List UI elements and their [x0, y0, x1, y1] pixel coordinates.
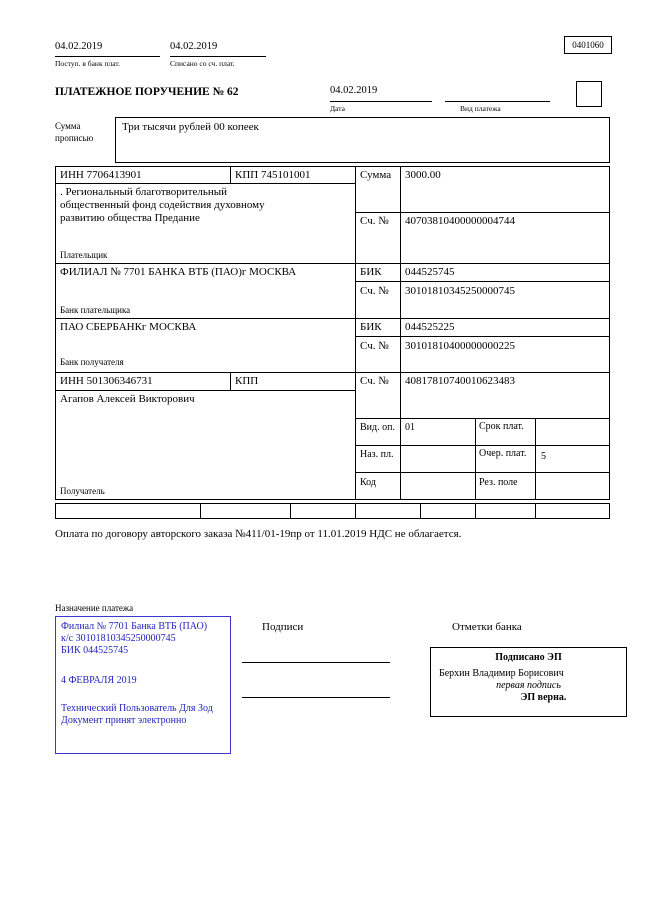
grid-line-h-payer [55, 263, 610, 264]
stamp-line-accepted: Документ принят электронно [61, 715, 187, 726]
signature-line-2 [242, 683, 390, 698]
date-debited-caption: Списано со сч. плат. [170, 59, 235, 68]
bank-stamp-box [55, 616, 231, 754]
payee-account-value: 40817810740010623483 [405, 375, 515, 387]
stamp-line-bik: БИК 044525745 [61, 645, 129, 656]
payee-bank-account-value: 30101810400000000225 [405, 340, 515, 352]
grid-line-h-bik2 [355, 336, 610, 337]
payment-type-box [576, 81, 602, 107]
payment-type-line [445, 85, 550, 102]
payer-bank-bik-label: БИК [360, 266, 382, 278]
grid-line-v-payee-kpp [230, 372, 231, 390]
grid-line-v-payer-kpp [230, 166, 231, 183]
esign-title: Подписано ЭП [495, 652, 562, 663]
naz-pl-label: Наз. пл. [360, 449, 394, 460]
grid-line-v-label-col [355, 166, 356, 500]
payee-bank-bik-value: 044525225 [405, 321, 455, 333]
payee-account-label: Сч. № [360, 375, 389, 387]
strip-divider-2 [290, 503, 291, 519]
grid-line-h-sum [355, 212, 610, 213]
grid-line-h-payeebank [55, 372, 610, 373]
payer-bank-caption: Банк плательщика [60, 305, 131, 315]
payee-inn-cell: ИНН 501306346731 [60, 375, 153, 387]
payer-inn-cell: ИНН 7706413901 [60, 169, 142, 181]
signature-line-1 [242, 648, 390, 663]
grid-line-v-value-col [400, 166, 401, 500]
esign-box [430, 647, 627, 717]
purpose-caption: Назначение платежа [55, 603, 134, 613]
stamp-line-bank: Филиал № 7701 Банка ВТБ (ПАО) [61, 621, 208, 632]
strip-divider-5 [475, 503, 476, 519]
payer-caption: Плательщик [60, 250, 108, 260]
grid-line-v-mini1 [475, 418, 476, 500]
strip-divider-3 [355, 503, 356, 519]
payer-name-cell: . Региональный благотворительный общественный фонд содействия духовному развитию общества Предание [60, 186, 265, 224]
op-type-value: 01 [405, 422, 415, 433]
payee-name-cell: Агапов Алексей Викторович [60, 393, 195, 405]
strip-divider-4 [420, 503, 421, 519]
payer-account-label: Сч. № [360, 215, 389, 227]
date-received-caption: Поступ. в банк плат. [55, 59, 120, 68]
kod-label: Код [360, 477, 376, 488]
grid-line-h-mini1 [355, 445, 610, 446]
payee-kpp-cell: КПП [235, 375, 259, 387]
amount-caption-line2: прописью [55, 133, 94, 143]
esign-name: Берхин Владимир Борисович [439, 668, 564, 679]
grid-line-h-mini-top [355, 418, 610, 419]
ocher-plat-label: Очер. плат. [479, 448, 527, 459]
payer-bank-bik-value: 044525745 [405, 266, 455, 278]
amount-in-words-value: Три тысячи рублей 00 копеек [122, 121, 259, 133]
strip-divider-6 [535, 503, 536, 519]
date-received-field: 04.02.2019 [55, 41, 160, 57]
esign-subtitle: первая подпись [496, 680, 561, 691]
payee-bank-name-cell: ПАО СБЕРБАНКг МОСКВА [60, 321, 197, 333]
empty-fields-strip [55, 503, 610, 519]
doc-date-caption: Дата [330, 104, 345, 113]
payee-bank-account-label: Сч. № [360, 340, 389, 352]
grid-line-h-bik1 [355, 281, 610, 282]
form-code-box: 0401060 [564, 36, 612, 54]
date-debited-field: 04.02.2019 [170, 41, 266, 57]
doc-date-field: 04.02.2019 [330, 85, 432, 102]
grid-line-v-mini2 [535, 418, 536, 500]
ocher-plat-value: 5 [541, 451, 546, 462]
payment-type-caption: Вид платежа [460, 104, 501, 113]
strip-divider-1 [200, 503, 201, 519]
grid-line-h-inn [55, 183, 355, 184]
payee-caption: Получатель [60, 486, 105, 496]
payer-bank-name-cell: ФИЛИАЛ № 7701 БАНКА ВТБ (ПАО)г МОСКВА [60, 266, 297, 278]
purpose-text: Оплата по договору авторского заказа №411/01-19пр от 11.01.2019 НДС не облагается. [55, 528, 462, 540]
grid-line-h-mini2 [355, 472, 610, 473]
stamp-line-corr-account: к/с 30101810345250000745 [61, 633, 176, 644]
signatures-caption: Подписи [262, 621, 304, 633]
bank-marks-caption: Отметки банка [452, 621, 522, 633]
payee-bank-caption: Банк получателя [60, 357, 124, 367]
grid-line-h-payee-inn [55, 390, 355, 391]
stamp-line-user: Технический Пользователь Для Зод [61, 703, 213, 714]
payer-account-value: 40703810400000004744 [405, 215, 515, 227]
payer-bank-account-label: Сч. № [360, 285, 389, 297]
sum-value-cell: 3000.00 [405, 169, 441, 181]
payee-bank-bik-label: БИК [360, 321, 382, 333]
op-type-label: Вид. оп. [360, 422, 395, 433]
stamp-line-date: 4 ФЕВРАЛЯ 2019 [61, 675, 137, 686]
amount-caption-line1: Сумма [55, 121, 81, 131]
sum-label-cell: Сумма [360, 169, 392, 181]
pay-term-label: Срок плат. [479, 421, 524, 432]
payer-kpp-cell: КПП 745101001 [235, 169, 311, 181]
rez-pole-label: Рез. поле [479, 477, 518, 488]
esign-verified: ЭП верна. [520, 692, 567, 703]
grid-line-h-payerbank [55, 318, 610, 319]
payer-bank-account-value: 30101810345250000745 [405, 285, 515, 297]
document-title: ПЛАТЕЖНОЕ ПОРУЧЕНИЕ № 62 [55, 86, 239, 98]
